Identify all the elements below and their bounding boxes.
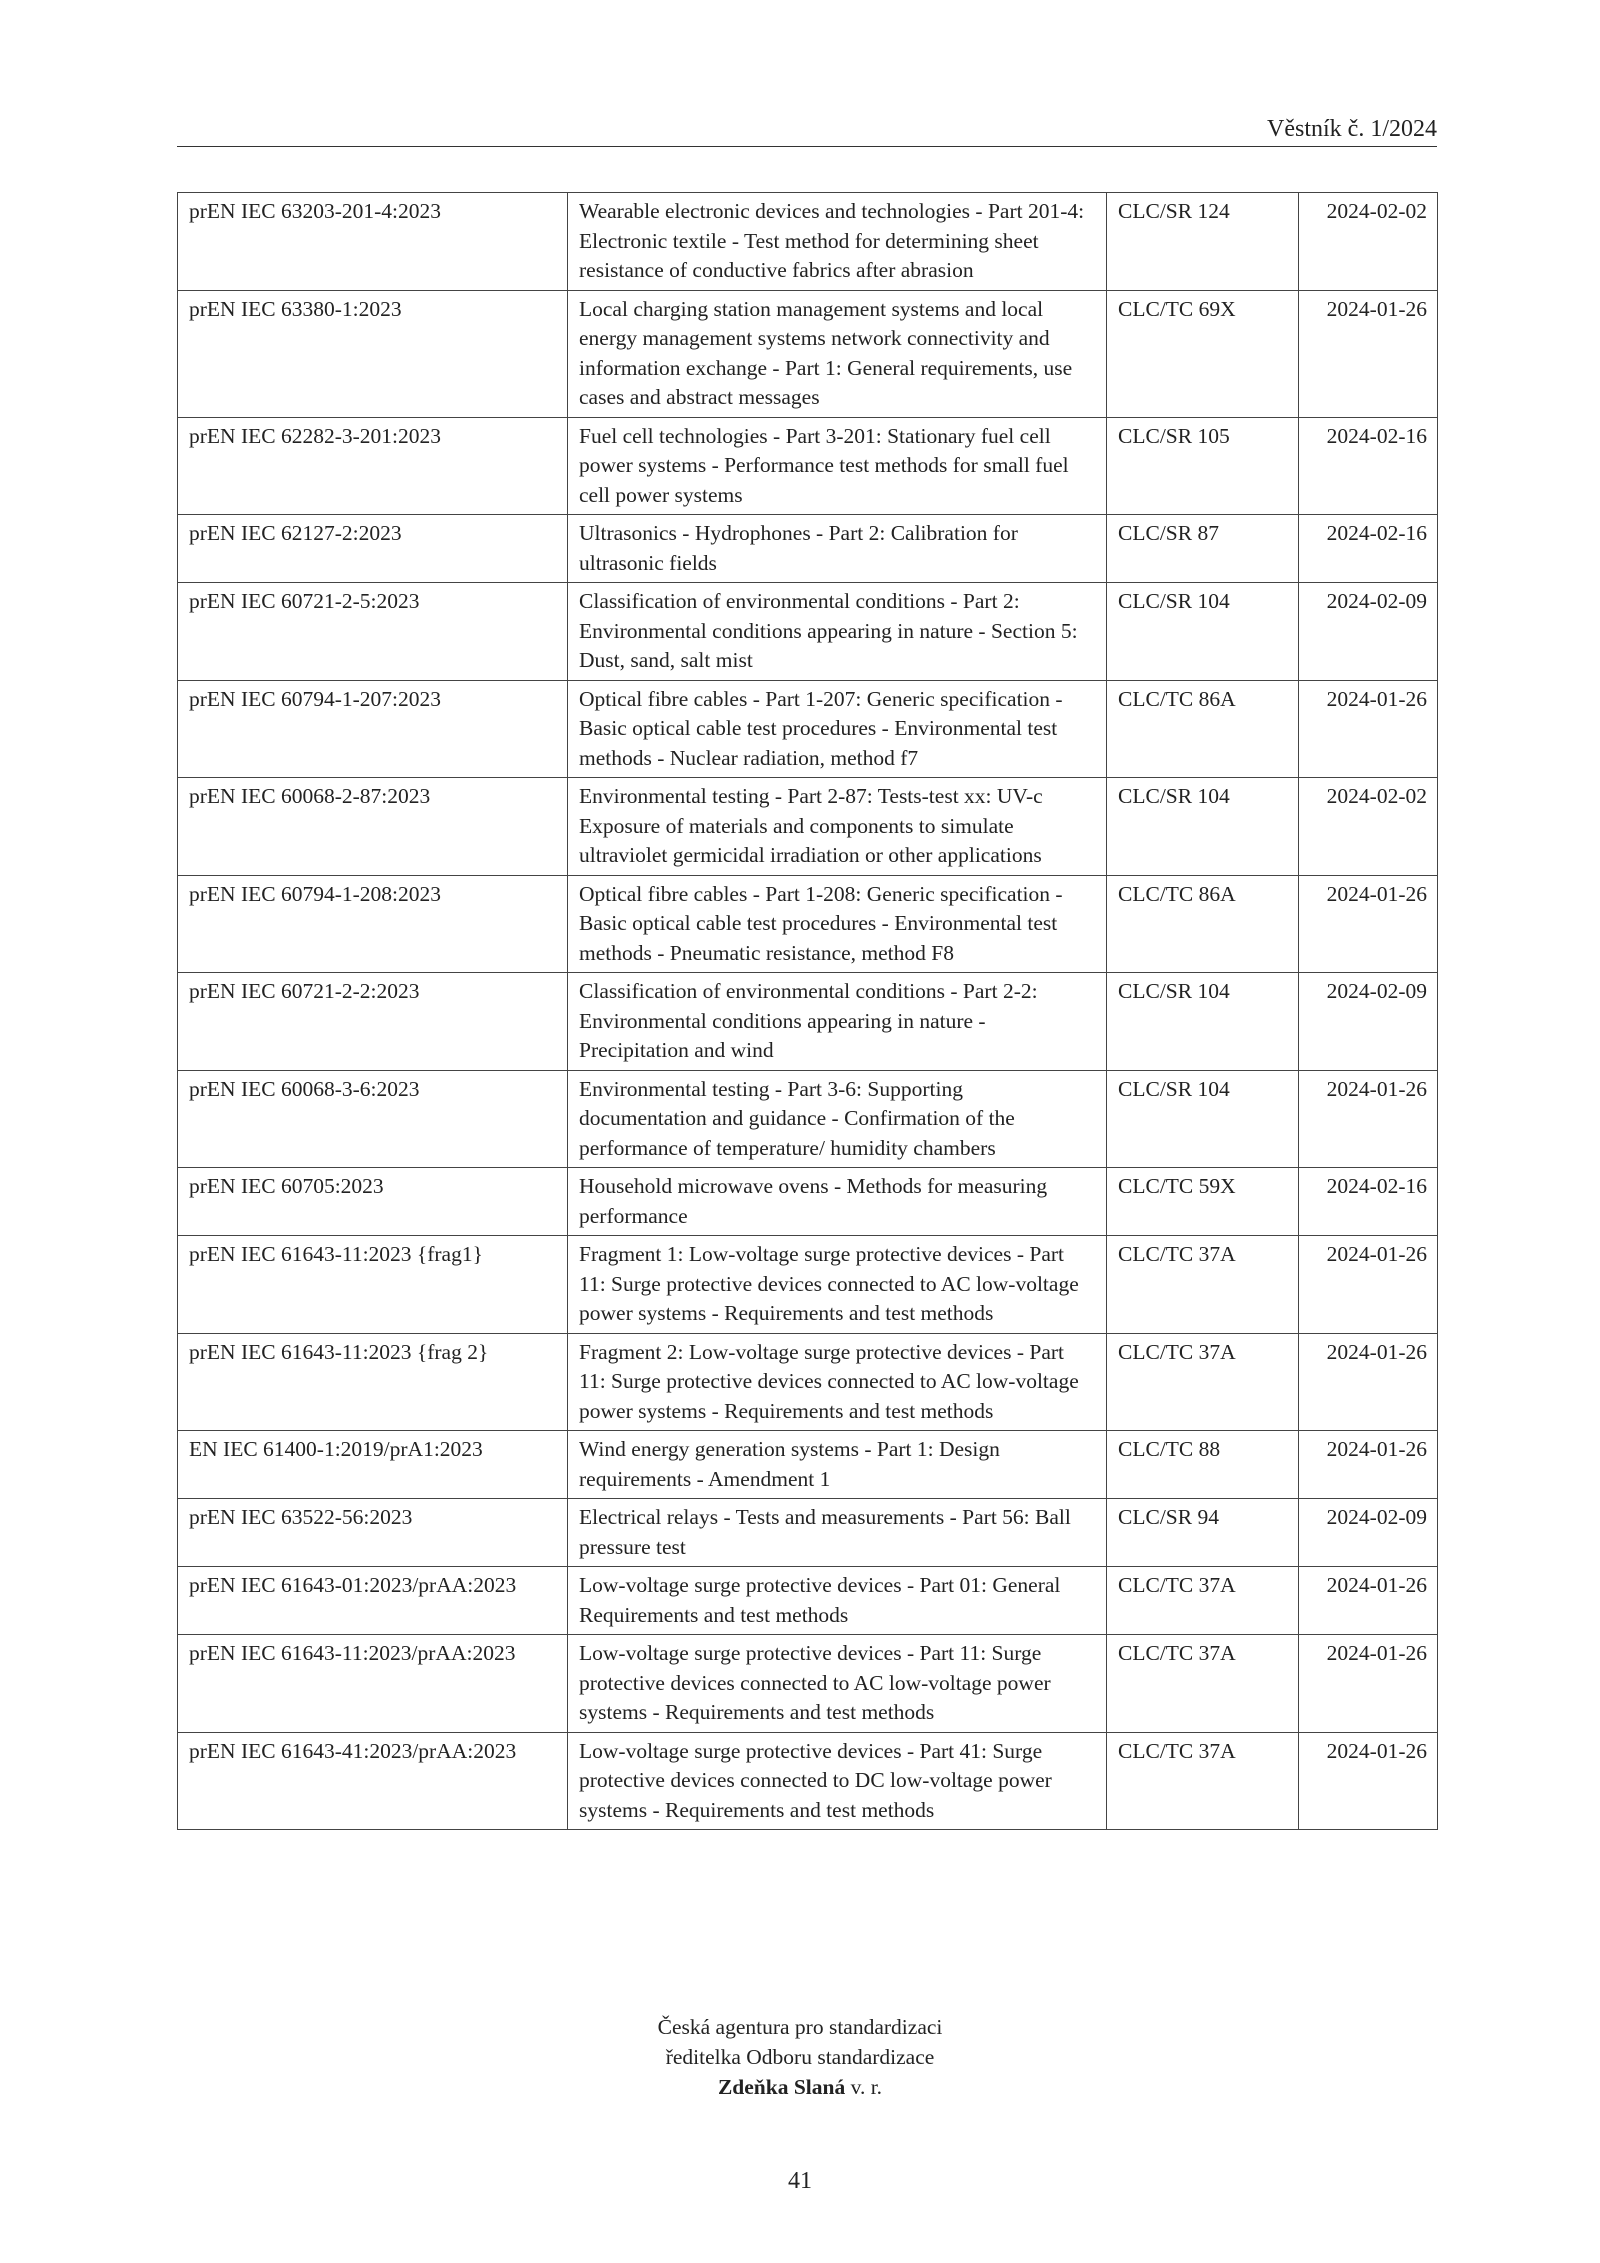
standard-code-cell: prEN IEC 60721-2-5:2023	[178, 583, 568, 681]
standard-code-cell: EN IEC 61400-1:2019/prA1:2023	[178, 1431, 568, 1499]
standard-title-cell: Low-voltage surge protective devices - Part 11: Surge protective devices connected to AC low-voltage power systems - Requirements and test methods	[568, 1635, 1107, 1733]
standard-title-cell: Fragment 2: Low-voltage surge protective devices - Part 11: Surge protective devices connected to AC low-voltage power systems - Requirements and test methods	[568, 1333, 1107, 1431]
standard-title-cell: Fuel cell technologies - Part 3-201: Stationary fuel cell power systems - Performance test methods for small fuel cell power systems	[568, 417, 1107, 515]
committee-cell: CLC/TC 37A	[1107, 1567, 1299, 1635]
committee-cell: CLC/TC 37A	[1107, 1635, 1299, 1733]
committee-cell: CLC/TC 37A	[1107, 1236, 1299, 1334]
standard-title-cell: Fragment 1: Low-voltage surge protective devices - Part 11: Surge protective devices connected to AC low-voltage power systems - Requirements and test methods	[568, 1236, 1107, 1334]
standard-code-cell: prEN IEC 60794-1-208:2023	[178, 875, 568, 973]
date-cell: 2024-01-26	[1299, 1431, 1438, 1499]
committee-cell: CLC/SR 87	[1107, 515, 1299, 583]
standard-code-cell: prEN IEC 60068-3-6:2023	[178, 1070, 568, 1168]
standard-title-cell: Local charging station management systems and local energy management systems network connectivity and information exchange - Part 1: General requirements, use cases and abstract messages	[568, 290, 1107, 417]
signatory	[0, 2072, 1600, 2102]
table-row	[178, 1236, 1438, 1334]
agency-name: Česká agentura pro standardizaci	[657, 2015, 943, 2039]
bulletin-title: Věstník č. 1/2024	[1267, 116, 1437, 142]
committee-cell: CLC/SR 104	[1107, 973, 1299, 1071]
committee-cell: CLC/TC 69X	[1107, 290, 1299, 417]
signatory-suffix: v. r.	[845, 2075, 883, 2099]
date-cell: 2024-02-09	[1299, 1499, 1438, 1567]
standard-title-cell: Low-voltage surge protective devices - Part 01: General Requirements and test methods	[568, 1567, 1107, 1635]
standard-code-cell: prEN IEC 63380-1:2023	[178, 290, 568, 417]
date-cell: 2024-02-16	[1299, 515, 1438, 583]
date-cell: 2024-01-26	[1299, 1567, 1438, 1635]
table-row	[178, 680, 1438, 778]
page-number: 41	[788, 2168, 812, 2194]
standard-title-cell: Classification of environmental conditions - Part 2-2: Environmental conditions appearing in nature - Precipitation and wind	[568, 973, 1107, 1071]
standard-code-cell: prEN IEC 60721-2-2:2023	[178, 973, 568, 1071]
date-cell: 2024-01-26	[1299, 1635, 1438, 1733]
table-row	[178, 1732, 1438, 1830]
page-header	[177, 112, 1437, 147]
standard-code-cell: prEN IEC 60794-1-207:2023	[178, 680, 568, 778]
date-cell: 2024-01-26	[1299, 1070, 1438, 1168]
committee-cell: CLC/TC 59X	[1107, 1168, 1299, 1236]
standard-code-cell: prEN IEC 63522-56:2023	[178, 1499, 568, 1567]
standard-code-cell: prEN IEC 61643-01:2023/prAA:2023	[178, 1567, 568, 1635]
standard-title-cell: Electrical relays - Tests and measurements - Part 56: Ball pressure test	[568, 1499, 1107, 1567]
date-cell: 2024-02-09	[1299, 583, 1438, 681]
standard-code-cell: prEN IEC 61643-11:2023 {frag 2}	[178, 1333, 568, 1431]
standard-code-cell: prEN IEC 60068-2-87:2023	[178, 778, 568, 876]
table-row	[178, 1499, 1438, 1567]
date-cell: 2024-01-26	[1299, 680, 1438, 778]
committee-cell: CLC/TC 37A	[1107, 1333, 1299, 1431]
standard-title-cell: Environmental testing - Part 2-87: Tests-test xx: UV-c Exposure of materials and components to simulate ultraviolet germicidal irradiation or other applications	[568, 778, 1107, 876]
standard-title-cell: Classification of environmental conditions - Part 2: Environmental conditions appearing in nature - Section 5: Dust, sand, salt mist	[568, 583, 1107, 681]
table-row	[178, 1567, 1438, 1635]
date-cell: 2024-02-09	[1299, 973, 1438, 1071]
standard-title-cell: Environmental testing - Part 3-6: Supporting documentation and guidance - Confirmation of the performance of temperature/ humidity chambers	[568, 1070, 1107, 1168]
committee-cell: CLC/SR 105	[1107, 417, 1299, 515]
table-row	[178, 1168, 1438, 1236]
standards-table	[177, 192, 1438, 1830]
committee-cell: CLC/SR 124	[1107, 193, 1299, 291]
committee-cell: CLC/SR 94	[1107, 1499, 1299, 1567]
standard-title-cell: Ultrasonics - Hydrophones - Part 2: Calibration for ultrasonic fields	[568, 515, 1107, 583]
signatory-name: Zdeňka Slaná	[717, 2075, 846, 2099]
standards-table-body	[178, 193, 1438, 1830]
standard-title-cell: Low-voltage surge protective devices - Part 41: Surge protective devices connected to DC low-voltage power systems - Requirements and test methods	[568, 1732, 1107, 1830]
standard-title-cell: Wearable electronic devices and technologies - Part 201-4: Electronic textile - Test method for determining sheet resistance of conductive fabrics after abrasion	[568, 193, 1107, 291]
standard-title-cell: Optical fibre cables - Part 1-208: Generic specification - Basic optical cable test procedures - Environmental test methods - Pneumatic resistance, method F8	[568, 875, 1107, 973]
standard-title-cell: Household microwave ovens - Methods for measuring performance	[568, 1168, 1107, 1236]
table-row	[178, 1635, 1438, 1733]
standard-code-cell: prEN IEC 62282-3-201:2023	[178, 417, 568, 515]
signature-block	[0, 2012, 1600, 2102]
date-cell: 2024-01-26	[1299, 1236, 1438, 1334]
standard-code-cell: prEN IEC 61643-11:2023 {frag1}	[178, 1236, 568, 1334]
table-row	[178, 1431, 1438, 1499]
signatory-role: ředitelka Odboru standardizace	[665, 2045, 935, 2069]
committee-cell: CLC/SR 104	[1107, 583, 1299, 681]
date-cell: 2024-02-16	[1299, 1168, 1438, 1236]
table-row	[178, 417, 1438, 515]
table-row	[178, 875, 1438, 973]
table-row	[178, 778, 1438, 876]
table-row	[178, 1333, 1438, 1431]
table-row	[178, 515, 1438, 583]
committee-cell: CLC/TC 86A	[1107, 875, 1299, 973]
table-row	[178, 193, 1438, 291]
committee-cell: CLC/SR 104	[1107, 778, 1299, 876]
date-cell: 2024-02-02	[1299, 193, 1438, 291]
date-cell: 2024-02-02	[1299, 778, 1438, 876]
date-cell: 2024-02-16	[1299, 417, 1438, 515]
committee-cell: CLC/TC 37A	[1107, 1732, 1299, 1830]
standard-code-cell: prEN IEC 62127-2:2023	[178, 515, 568, 583]
table-row	[178, 1070, 1438, 1168]
date-cell: 2024-01-26	[1299, 875, 1438, 973]
table-row	[178, 290, 1438, 417]
date-cell: 2024-01-26	[1299, 290, 1438, 417]
standard-code-cell: prEN IEC 61643-41:2023/prAA:2023	[178, 1732, 568, 1830]
date-cell: 2024-01-26	[1299, 1732, 1438, 1830]
standard-code-cell: prEN IEC 61643-11:2023/prAA:2023	[178, 1635, 568, 1733]
date-cell: 2024-01-26	[1299, 1333, 1438, 1431]
standard-code-cell: prEN IEC 60705:2023	[178, 1168, 568, 1236]
table-row	[178, 583, 1438, 681]
committee-cell: CLC/TC 88	[1107, 1431, 1299, 1499]
table-row	[178, 973, 1438, 1071]
standard-title-cell: Optical fibre cables - Part 1-207: Generic specification - Basic optical cable test procedures - Environmental test methods - Nuclear radiation, method f7	[568, 680, 1107, 778]
standard-title-cell: Wind energy generation systems - Part 1: Design requirements - Amendment 1	[568, 1431, 1107, 1499]
committee-cell: CLC/TC 86A	[1107, 680, 1299, 778]
standard-code-cell: prEN IEC 63203-201-4:2023	[178, 193, 568, 291]
committee-cell: CLC/SR 104	[1107, 1070, 1299, 1168]
